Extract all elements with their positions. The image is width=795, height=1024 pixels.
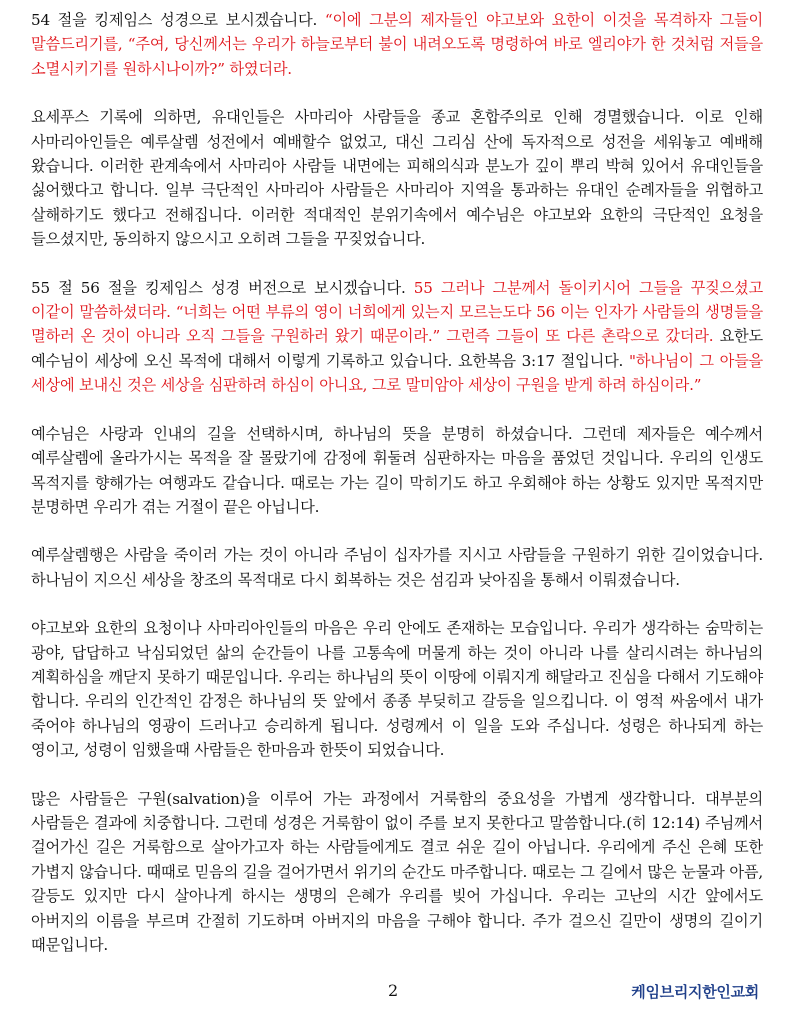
document-body	[31, 8, 763, 981]
paragraph	[31, 616, 763, 762]
text-run: 예수님은 사랑과 인내의 길을 선택하시며, 하나님의 뜻을 분명히 하셨습니다. 그런데 제자들은 예수께서 예루살렘에 올라가시는 목적을 잘 몰랐기에 감정에 휘둘려 심판하자는 마음을 품었던 것입니다. 우리의 인생도 목적지를 향해가는 여행과도 같습니다. 때로는 가는 길이 막히기도 하고 우회해야 하는 상황도 있지만 목적지만 분명하면 우리가 겪는 거절이 끝은 아닙니다.	[31, 424, 763, 516]
text-run: 요세푸스 기록에 의하면, 유대인들은 사마리아 사람들을 종교 혼합주의로 인해 경멸했습니다. 이로 인해 사마리아인들은 예루살렘 성전에서 예배할수 없었고, 대신 그리심 산에 독자적으로 성전을 세워놓고 예배해 왔습니다. 이러한 관계속에서 사마리아 사람들 내면에는 피해의식과 분노가 깊이 뿌리 박혀 있어서 유대인들을 싫어했다고 합니다. 일부 극단적인 사마리아 사람들은 사마리아 지역을 통과하는 유대인 순례자들을 위협하고 살해하기도 했다고 전해집니다. 이러한 적대적인 분위기속에서 예수님은 야고보와 요한의 극단적인 요청을 들으셨지만, 동의하지 않으시고 오히려 그들을 꾸짖었습니다.	[31, 108, 763, 249]
text-run: 요한도 예수님이 세상에 오신 목적에 대해서 이렇게 기록하고 있습니다. 요한복음 3:17 절입니다.	[31, 327, 763, 370]
paragraph	[31, 105, 763, 251]
church-name: 케임브리지한인교회	[631, 983, 759, 1001]
scripture-quote: “이에 그분의 제자들인 야고보와 요한이 이것을 목격하자 그들이 말씀드리기를, “주여, 당신께서는 우리가 하늘로부터 불이 내려오도록 명령하여 바로 엘리야가 한 것처럼 저들을 소멸시키기를 원하시나이까?” 하였더라.	[31, 11, 763, 78]
page-number: 2	[388, 981, 399, 1000]
scripture-quote: 55 그러나 그분께서 돌이키시어 그들을 꾸짖으셨고 이같이 말씀하셨더라. “너희는 어떤 부류의 영이 너희에게 있는지 모르는도다 56 이는 인자가 사람들의 생명들을 멸하러 온 것이 아니라 오직 그들을 구원하러 왔기 때문이라.” 그런즉 그들이 또 다른 촌락으로 갔더라.	[31, 278, 763, 346]
paragraph	[31, 543, 763, 592]
scripture-quote: "하나님이 그 아들을 세상에 보내신 것은 세상을 심판하려 하심이 아니요, 그로 말미암아 세상이 구원을 받게 하려 하심이라.”	[31, 351, 764, 395]
paragraph	[31, 422, 763, 520]
text-run: 야고보와 요한의 요청이나 사마리아인들의 마음은 우리 안에도 존재하는 모습입니다. 우리가 생각하는 숨막히는 광야, 답답하고 낙심되었던 삶의 순간들이 나를 고통속에 머물게 하는 것이 아니라 나를 살리시려는 하나님의 계획하심을 깨닫지 못하기 때문입니다. 우리는 하나님의 뜻이 이땅에 이뤄지게 해달라고 진심을 다해서 기도해야 합니다. 우리의 인간적인 감정은 하나님의 뜻 앞에서 종종 부딪히고 갈등을 일으킵니다. 이 영적 싸움에서 내가 죽어야 하나님의 영광이 드러나고 승리하게 됩니다. 성령께서 이 일을 도와 주십니다. 성령은 하나되게 하는 영이고, 성령이 임했을때 사람들은 한마음과 한뜻이 되었습니다.	[31, 619, 763, 760]
paragraph	[31, 787, 763, 958]
text-run: 예루살렘행은 사람을 죽이러 가는 것이 아니라 주님이 십자가를 지시고 사람들을 구원하기 위한 길이었습니다. 하나님이 지으신 세상을 창조의 목적대로 다시 회복하는 것은 섬김과 낮아짐을 통해서 이뤄졌습니다.	[31, 546, 763, 589]
text-run: 많은 사람들은 구원(salvation)을 이루어 가는 과정에서 거룩함의 중요성을 가볍게 생각합니다. 대부분의 사람들은 결과에 치중합니다. 그런데 성경은 거룩함이 없이 주를 보지 못한다고 말씀합니다.(히 12:14) 주님께서 걸어가신 길은 거룩함으로 살아가고자 하는 사람들에게도 결코 쉬운 길이 아닙니다. 우리에게 주신 은혜 또한 가볍지 않습니다. 때때로 믿음의 길을 걸어가면서 위기의 순간도 마주합니다. 때로는 그 길에서 많은 눈물과 아픔, 갈등도 있지만 다시 살아나게 하시는 생명의 은혜가 우리를 빚어 가십니다. 우리는 고난의 시간 앞에서도 아버지의 이름을 부르며 간절히 기도하며 아버지의 마음을 구해야 합니다. 주가 걸으신 길만이 생명의 길이기 때문입니다.	[31, 789, 763, 954]
text-run: 54 절을 킹제임스 성경으로 보시겠습니다.	[31, 11, 325, 29]
paragraph	[31, 276, 763, 398]
text-run: 55 절 56 절을 킹제임스 성경 버전으로 보시겠습니다.	[31, 278, 414, 297]
paragraph	[31, 8, 763, 81]
